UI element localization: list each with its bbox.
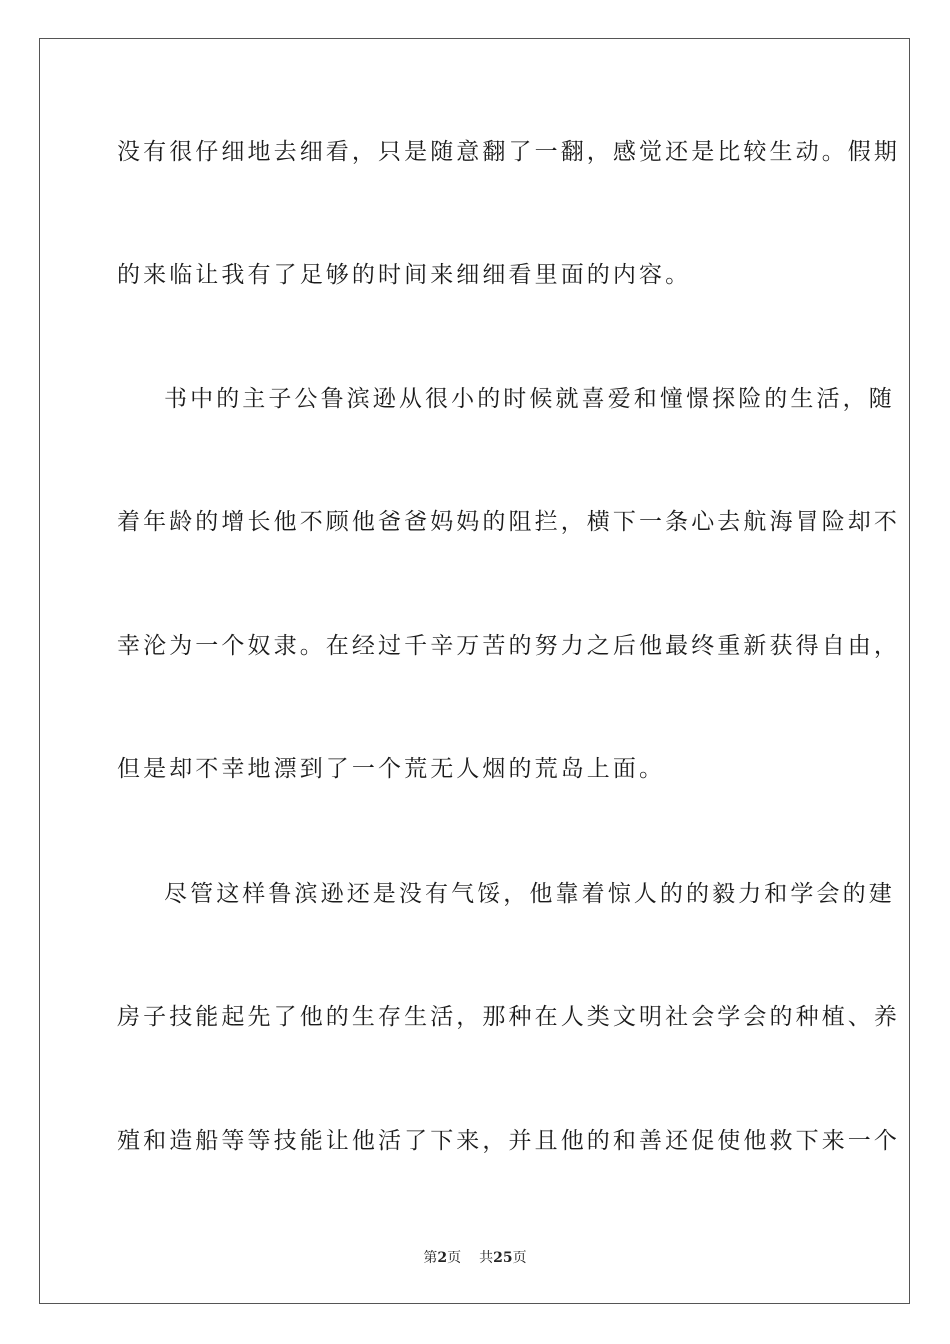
text-line-8: 房子技能起先了他的生存生活，那种在人类文明社会学会的种植、养 bbox=[117, 1004, 900, 1030]
page-border bbox=[39, 38, 910, 1304]
text-line-7: 尽管这样鲁滨逊还是没有气馁，他靠着惊人的的毅力和学会的建 bbox=[164, 881, 895, 907]
footer-total-prefix: 共 bbox=[479, 1250, 494, 1266]
text-line-5: 幸沦为一个奴隶。在经过千辛万苦的努力之后他最终重新获得自由， bbox=[117, 633, 900, 659]
footer-page-suffix: 页 bbox=[447, 1250, 462, 1266]
text-line-9: 殖和造船等等技能让他活了下来，并且他的和善还促使他救下来一个 bbox=[117, 1128, 900, 1154]
text-line-2: 的来临让我有了足够的时间来细细看里面的内容。 bbox=[117, 262, 692, 288]
text-line-3: 书中的主子公鲁滨逊从很小的时候就喜爱和憧憬探险的生活，随 bbox=[164, 386, 895, 412]
text-line-1: 没有很仔细地去细看，只是随意翻了一翻，感觉还是比较生动。假期 bbox=[117, 139, 900, 165]
footer-total-pages: 25 bbox=[493, 1250, 513, 1266]
footer-total-suffix: 页 bbox=[512, 1250, 527, 1266]
footer-page-prefix: 第 bbox=[423, 1250, 438, 1266]
page-footer bbox=[0, 1247, 950, 1267]
footer-page-number: 2 bbox=[437, 1250, 448, 1266]
text-line-4: 着年龄的增长他不顾他爸爸妈妈的阻拦，横下一条心去航海冒险却不 bbox=[117, 509, 900, 535]
text-line-6: 但是却不幸地漂到了一个荒无人烟的荒岛上面。 bbox=[117, 756, 666, 782]
